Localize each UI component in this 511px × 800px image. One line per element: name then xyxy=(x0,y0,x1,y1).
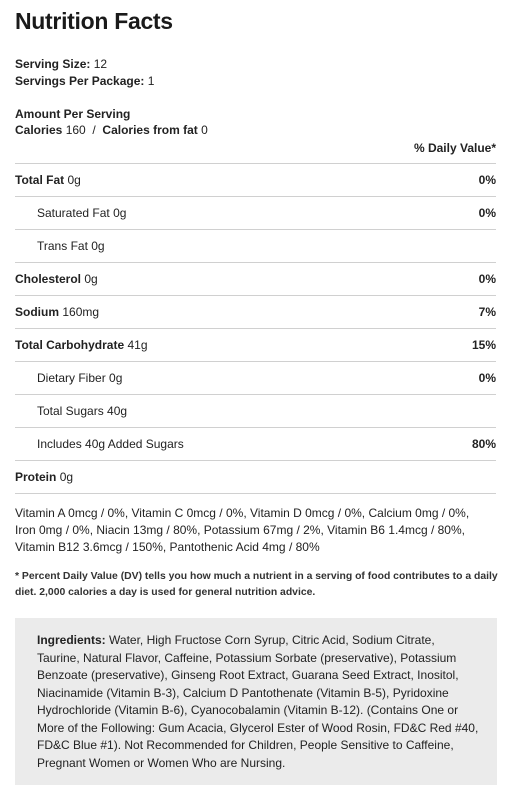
serving-size-value: 12 xyxy=(93,57,108,71)
nutrient-amount: 0g xyxy=(109,371,123,385)
nutrient-amount: 0g xyxy=(84,272,98,286)
ingredients-box xyxy=(15,618,497,785)
nutrient-row-total-sugars xyxy=(15,394,496,427)
nutrient-row-trans-fat xyxy=(15,229,496,262)
nutrient-name: Protein xyxy=(15,470,57,484)
nutrient-row-sodium xyxy=(15,295,496,328)
nutrient-row-total-carbohydrate xyxy=(15,328,496,361)
serving-size-label: Serving Size: xyxy=(15,57,91,71)
calories-from-fat-label: Calories from fat xyxy=(102,123,198,137)
nutrient-daily-value: 0% xyxy=(478,173,496,187)
daily-value-header: % Daily Value* xyxy=(413,141,496,155)
daily-value-footnote: * Percent Daily Value (DV) tells you how much a nutrient in a serving of food contributes to a daily diet. 2,000 calories a day is used for general nutrition advice. xyxy=(15,571,498,598)
nutrient-name: Total Fat xyxy=(15,173,65,187)
servings-per-package-label: Servings Per Package: xyxy=(15,74,145,88)
page-title: Nutrition Facts xyxy=(15,8,173,34)
nutrient-name: Cholesterol xyxy=(15,272,82,286)
calories-value: 160 xyxy=(65,123,86,137)
nutrient-amount: 0g xyxy=(91,239,105,253)
vitamins-minerals-text: Vitamin A 0mcg / 0%, Vitamin C 0mcg / 0%, Vitamin D 0mcg / 0%, Calcium 0mg / 0%, Iron 0mg / 0%, Niacin 13mg / 80%, Potassium 67mg / 2%, Vitamin B6 1.4mcg / 80%, Vitamin B12 3.6mcg / 150%, Pantothenic Acid 4mg / 80% xyxy=(15,506,470,554)
nutrient-daily-value: 80% xyxy=(471,437,496,451)
nutrient-daily-value: 7% xyxy=(478,305,496,319)
nutrient-amount: 0g xyxy=(67,173,81,187)
ingredients-label: Ingredients: xyxy=(37,633,106,647)
nutrient-amount: 41g xyxy=(127,338,148,352)
calories-from-fat-value: 0 xyxy=(201,123,208,137)
nutrient-amount: 0g xyxy=(59,470,74,484)
calories-separator: / xyxy=(92,123,96,137)
nutrient-name: Includes 40g Added Sugars xyxy=(37,437,184,451)
nutrient-amount: 40g xyxy=(107,404,128,418)
nutrient-name: Total Carbohydrate xyxy=(15,338,125,352)
nutrient-amount: 160mg xyxy=(62,305,100,319)
nutrient-amount: 0g xyxy=(113,206,127,220)
ingredients-text: Water, High Fructose Corn Syrup, Citric Acid, Sodium Citrate, Taurine, Natural Flavor, Caffeine, Potassium Sorbate (preservative), Potassium Benzoate (preservative), Ginseng Root Extract, Guarana Seed Extract, Inositol, Niacinamide (Vitamin B-3), Calcium D Pantothenate (Vitamin B-5), Pyridoxine Hydrochloride (Vitamin B-6), Cyanocobalamin (Vitamin B-12). (Contains One or More of the Following: Gum Acacia, Glycerol Ester of Wood Rosin, FD&C Red #40, FD&C Blue #1). Not Recommended for Children, People Sensitive to Caffeine, Pregnant Women or Women Who are Nursing. xyxy=(37,633,479,770)
servings-per-package xyxy=(15,74,154,88)
nutrient-name: Saturated Fat xyxy=(37,206,110,220)
nutrient-name: Total Sugars xyxy=(37,404,104,418)
servings-per-package-value: 1 xyxy=(147,74,155,88)
nutrient-name: Trans Fat xyxy=(37,239,88,253)
serving-size xyxy=(15,57,107,71)
nutrient-daily-value: 0% xyxy=(478,371,496,385)
nutrient-row-cholesterol xyxy=(15,262,496,295)
nutrient-row-protein xyxy=(15,460,496,494)
nutrient-table xyxy=(15,163,496,494)
nutrient-daily-value: 0% xyxy=(478,272,496,286)
nutrient-name: Dietary Fiber xyxy=(37,371,106,385)
nutrient-row-dietary-fiber xyxy=(15,361,496,394)
nutrient-daily-value: 0% xyxy=(478,206,496,220)
calories-label: Calories xyxy=(15,123,63,137)
calories-line xyxy=(15,123,208,137)
nutrient-row-added-sugars xyxy=(15,427,496,460)
nutrient-name: Sodium xyxy=(15,305,59,319)
nutrient-row-total-fat xyxy=(15,163,496,196)
amount-per-serving: Amount Per Serving xyxy=(15,107,131,121)
nutrient-row-saturated-fat xyxy=(15,196,496,229)
nutrient-daily-value: 15% xyxy=(471,338,496,352)
